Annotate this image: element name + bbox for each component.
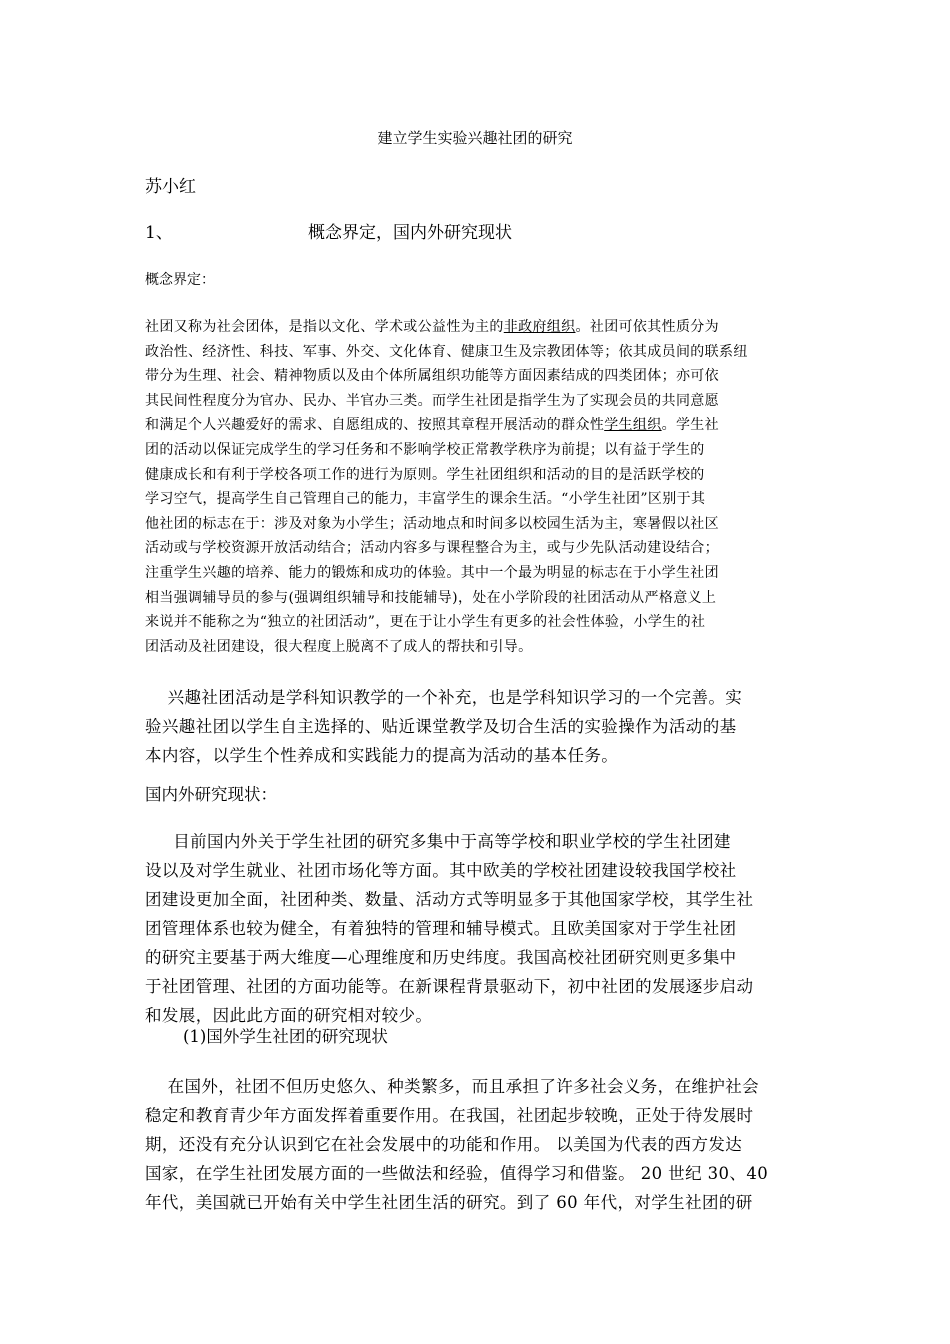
section-heading: 概念界定，国内外研究现状 [308, 223, 512, 243]
paragraph-line: 兴趣社团活动是学科知识教学的一个补充，也是学科知识学习的一个完善。实 [145, 688, 743, 707]
paragraph-line: 政治性、经济性、科技、军事、外交、文化体育、健康卫生及宗教团体等；依其成员间的联系纽 [145, 343, 748, 360]
paragraph-line: 国家，在学生社团发展方面的一些做法和经验，值得学习和借鉴。 20 世纪 30、40 [145, 1164, 769, 1183]
paragraph-line: 年代，美国就已开始有关中学生社团生活的研究。到了 60 年代，对学生社团的研 [145, 1193, 753, 1212]
author-name: 苏小红 [145, 177, 196, 197]
paragraph-line [145, 413, 810, 438]
paragraph-line: 其民间性程度分为官办、民办、半官办三类。而学生社团是指学生为了实现会员的共同意愿 [145, 392, 719, 409]
paragraph-foreign-research [145, 1072, 810, 1217]
paragraph-line: 团的活动以保证完成学生的学习任务和不影响学校正常教学秩序为前提；以有益于学生的 [145, 441, 705, 458]
paragraph-line: 在国外，社团不但历史悠久、种类繁多，而且承担了许多社会义务，在维护社会 [145, 1077, 760, 1096]
link-student-organization[interactable]: 学生组织 [604, 417, 662, 434]
paragraph-line: 目前国内外关于学生社团的研究多集中于高等学校和职业学校的学生社团建 [145, 832, 731, 851]
paragraph-line: 他社团的标志在于：涉及对象为小学生；活动地点和时间多以校园生活为主，寒暑假以社区 [145, 515, 719, 532]
paragraph-line: 团管理体系也较为健全，有着独特的管理和辅导模式。且欧美国家对于学生社团 [145, 919, 737, 938]
paragraph-line: 的研究主要基于两大维度—心理维度和历史纬度。我国高校社团研究则更多集中 [145, 948, 737, 967]
paragraph-line: 相当强调辅导员的参与(强调组织辅导和技能辅导)，处在小学阶段的社团活动从严格意义上 [145, 589, 717, 606]
paragraph-line: 带分为生理、社会、精神物质以及由个体所属组织功能等方面因素结成的四类团体；亦可依 [145, 368, 719, 385]
paragraph-line: 活动或与学校资源开放活动结合；活动内容多与课程整合为主，或与少先队活动建设结合； [145, 540, 719, 557]
paragraph-line: 本内容，以学生个性养成和实践能力的提高为活动的基本任务。 [145, 746, 619, 765]
paragraph-line: 验兴趣社团以学生自主选择的、贴近课堂教学及切合生活的实验操作为活动的基 [145, 717, 737, 736]
subsection-heading: (1)国外学生社团的研究现状 [183, 1027, 388, 1046]
paragraph-line: 稳定和教育青少年方面发挥着重要作用。在我国，社团起步较晚，正处于待发展时 [145, 1106, 754, 1125]
paragraph-line [145, 315, 810, 340]
paragraph-line: 于社团管理、社团的方面功能等。在新课程背景驱动下，初中社团的发展逐步启动 [145, 977, 754, 996]
paragraph-concept-definition [145, 315, 810, 659]
paragraph-line: 来说并不能称之为“独立的社团活动”，更在于让小学生有更多的社会性体验，小学生的社 [145, 614, 706, 631]
document-title: 建立学生实验兴趣社团的研究 [377, 129, 573, 147]
concept-label: 概念界定： [145, 272, 215, 288]
link-non-government-organization[interactable]: 非政府组织 [503, 319, 576, 335]
text-span: 社团又称为社会团体，是指以文化、学术或公益性为主的 [145, 319, 504, 335]
research-status-label: 国内外研究现状： [145, 785, 277, 804]
text-span: 。学生社 [661, 417, 720, 434]
paragraph-line: 团活动及社团建设，很大程度上脱离不了成人的帮扶和引导。 [145, 638, 533, 655]
paragraph-interest-club [145, 683, 810, 770]
text-span: 和满足个人兴趣爱好的需求、自愿组成的、按照其章程开展活动的群众性 [145, 417, 605, 434]
section-number: 1、 [145, 223, 173, 243]
paragraph-line: 期，还没有充分认识到它在社会发展中的功能和作用。 以美国为代表的西方发达 [145, 1135, 743, 1154]
paragraph-line: 学习空气，提高学生自己管理自己的能力，丰富学生的课余生活。“小学生社团”区别于其 [145, 491, 706, 508]
paragraph-line: 健康成长和有利于学校各项工作的进行为原则。学生社团组织和活动的目的是活跃学校的 [145, 466, 705, 483]
paragraph-line: 和发展，因此此方面的研究相对较少。 [145, 1006, 433, 1025]
paragraph-line: 注重学生兴趣的培养、能力的锻炼和成功的体验。其中一个最为明显的标志在于小学生社团 [145, 564, 719, 581]
paragraph-line: 团建设更加全面，社团种类、数量、活动方式等明显多于其他国家学校，其学生社 [145, 890, 754, 909]
paragraph-line: 设以及对学生就业、社团市场化等方面。其中欧美的学校社团建设较我国学校社 [145, 861, 737, 880]
text-span: 。社团可依其性质分为 [575, 319, 719, 335]
paragraph-research-status [145, 827, 810, 1030]
